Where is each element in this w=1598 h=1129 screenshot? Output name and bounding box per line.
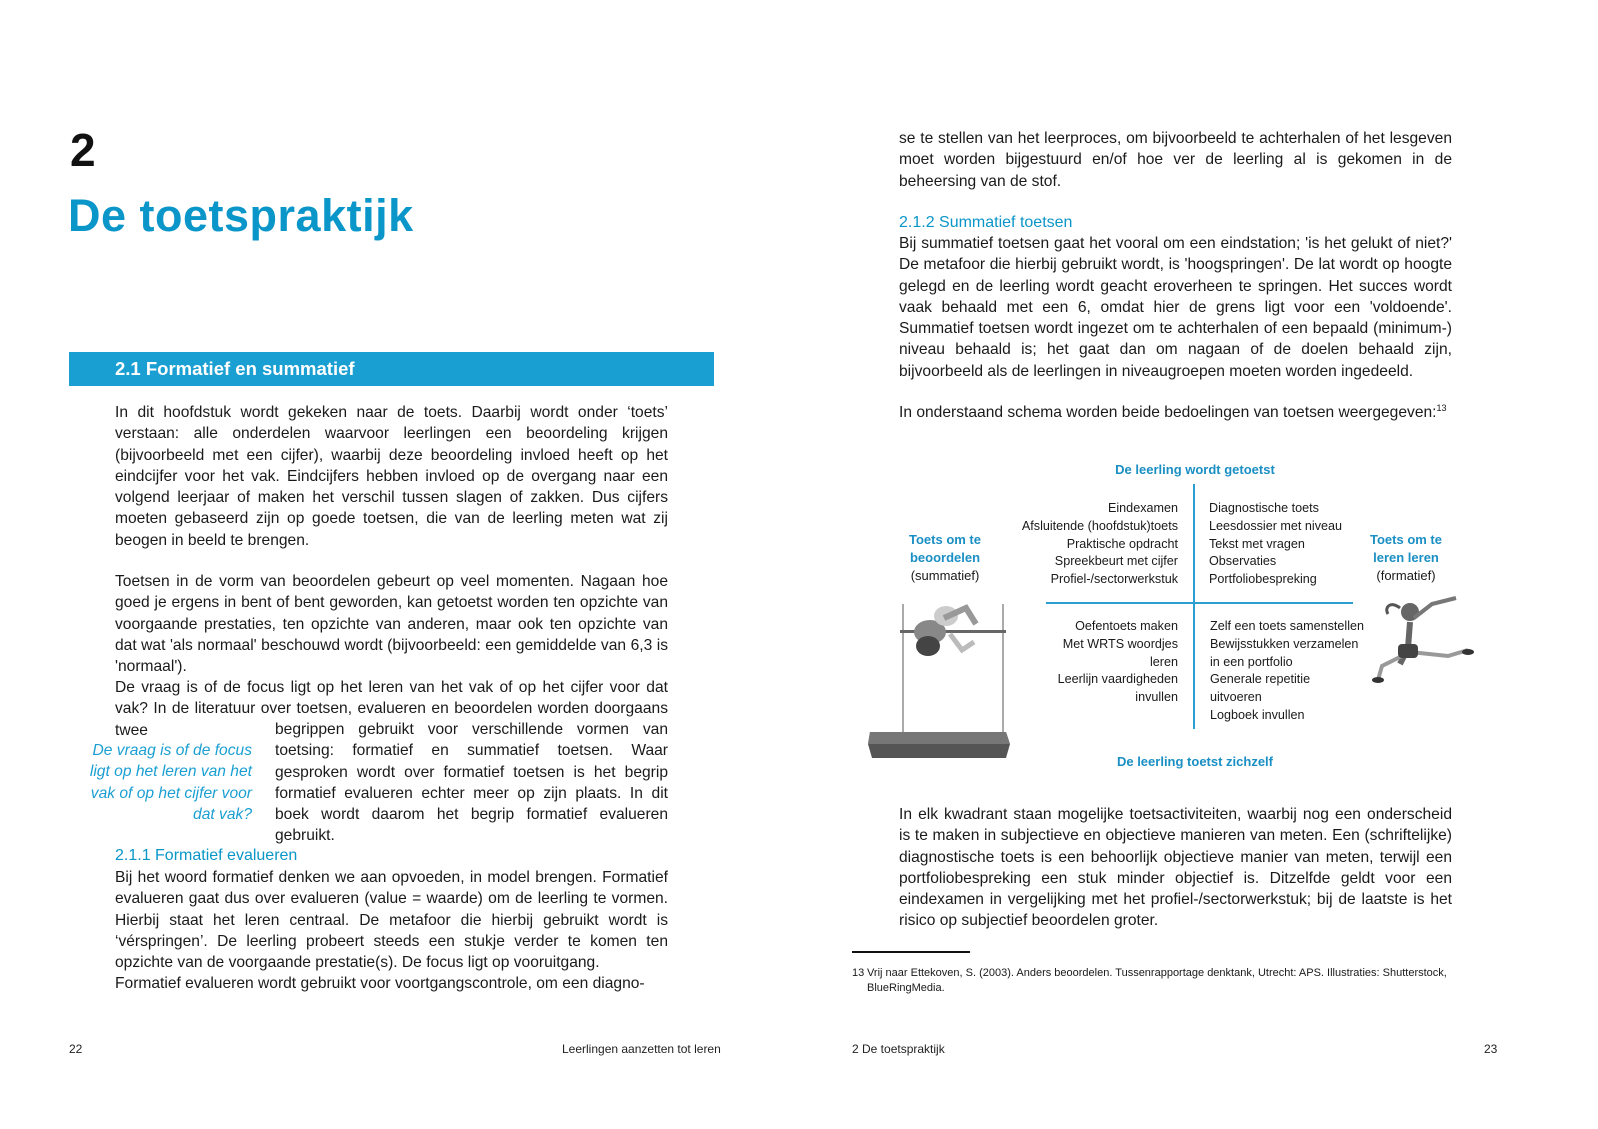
page-number-left: 22 (69, 1042, 83, 1056)
schema-intro-text: In onderstaand schema worden beide bedoelingen van toetsen weergegeven: (899, 404, 1437, 421)
right-label-title: Toets om te leren leren (1370, 532, 1442, 565)
list-item: Observaties (1209, 554, 1277, 569)
quadrant-diagram (860, 462, 1480, 782)
formative-paragraph-end: Formatief evalueren wordt gebruikt voor voortgangscontrole, om een diagno- (115, 975, 645, 992)
quadrant-top-right (1209, 500, 1379, 589)
right-label-subtitle: (formatief) (1376, 568, 1436, 583)
list-item: Logboek invullen (1210, 707, 1305, 722)
pull-quote: De vraag is of de focus ligt op het leren van het vak of op het cijfer voor dat vak? (89, 742, 252, 823)
schema-intro-paragraph (899, 402, 1452, 423)
diagram-left-label (898, 531, 992, 585)
running-title-left: Leerlingen aanzetten tot leren (562, 1042, 721, 1056)
high-jump-illustration (866, 594, 1014, 762)
assessment-paragraph: Toetsen in de vorm van beoordelen gebeurt op veel momenten. Nagaan hoe goed je ergens in bent of bent geworden, kan getoetst worden ten opzichte van voorgaande prestaties, ten opzichte van anderen, maar ook ten opzichte van dat wat 'als normaal' beschouwd wordt (bijvoorbeeld: een gemiddelde van 6,3 is 'normaal'). (115, 573, 668, 676)
long-jump-illustration (1370, 594, 1482, 684)
quadrant-explanation-paragraph: In elk kwadrant staan mogelijke toetsactiviteiten, waarbij nog een onderscheid is te maken in subjectieve en objectieve manieren van meten. Een (schriftelijke) diagnostische toets is een behoorlijk objectieve manier van meten, terwijl een portfoliobespreking een stuk minder objectief is. Ditzelfde geldt voor een eindexamen in vergelijking met het profiel-/sectorwerkstuk; bij de laatste is het risico op subjectief beoordelen groter. (899, 806, 1452, 930)
vertical-axis (1193, 484, 1195, 729)
list-item: Oefentoets maken (1075, 619, 1178, 633)
list-item: Met WRTS woordjes (1062, 636, 1178, 651)
summative-paragraph: Bij summatief toetsen gaat het vooral om een eindstation; 'is het gelukt of niet?' De metafoor die hierbij gebruikt wordt, is 'hoogspringen'. De lat wordt op hoogte gelegd en de leerling wordt geacht eroverheen te springen. Het succes wordt vaak behaald met een 6, omdat hier de grens ligt voor een 'voldoende'. Summatief toetsen wordt ingezet om te achterhalen of een bepaald (minimum-) niveau behaald is; het gaat dan om nagaan of de doelen behaald zijn, bijvoorbeeld als de leerlingen in niveaugroepen moeten worden ingedeeld. (899, 235, 1452, 380)
focus-question-paragraph: De vraag is of de focus ligt op het leren van het vak of op het cijfer voor dat vak? In de literatuur over toetsen, evalueren en beoordelen worden doorgaans twee (115, 679, 668, 739)
formative-paragraph: Bij het woord formatief denken we aan opvoeden, in model brengen. Formatief evalueren gaat dus over evalueren (value = waarde) om de leerling te vormen. Hierbij staat het leren centraal. De metafoor die hierbij gebruikt wordt is ‘vérspringen’. De leerling probeert steeds een stukje verder te komen ten opzichte van de voorgaande prestatie(s). De focus ligt op vooruitgang. (115, 869, 668, 972)
list-item: Leerlijn vaardigheden (1057, 672, 1178, 687)
footnote-text: Vrij naar Ettekoven, S. (2003). Anders beoordelen. Tussenrapportage denktank, Utrecht: APS. Illustraties: Shutterstock, BlueRingMedia. (867, 967, 1447, 994)
horizontal-axis (1046, 602, 1353, 604)
list-item: Diagnostische toets (1209, 501, 1319, 515)
diagram-bottom-label: De leerling toetst zichzelf (1116, 754, 1274, 769)
list-item: Praktische opdracht (1066, 536, 1178, 551)
chapter-number: 2 (70, 124, 96, 176)
subsection-heading-formative: 2.1.1 Formatief evalueren (115, 847, 298, 864)
section-heading-bar (69, 352, 714, 386)
running-title-right: 2 De toetspraktijk (852, 1042, 945, 1056)
page-number-right: 23 (1484, 1042, 1498, 1056)
list-item: Bewijsstukken verzamelen (1210, 636, 1359, 651)
list-item: Afsluitende (hoofdstuk)toets (1021, 518, 1178, 533)
list-item: Portfoliobespreking (1209, 572, 1317, 587)
footnote-reference: 13 (1436, 402, 1447, 413)
list-item: leren (1149, 654, 1178, 669)
list-item: invullen (1135, 690, 1178, 705)
list-item: Generale repetitie (1210, 672, 1311, 687)
list-item: in een portfolio (1210, 654, 1293, 669)
list-item: Leesdossier met niveau (1209, 518, 1343, 533)
list-item: Spreekbeurt met cijfer (1054, 554, 1178, 569)
list-item: Eindexamen (1107, 501, 1178, 515)
section-heading: 2.1 Formatief en summatief (115, 358, 355, 379)
intro-paragraph: In dit hoofdstuk wordt gekeken naar de toets. Daarbij wordt onder ‘toets’ verstaan: alle onderdelen waarvoor leerlingen een beoordeling krijgen (bijvoorbeeld met een cijfer), waarbij deze beoordeling invloed heeft op het eindcijfer voor het vak. Eindcijfers hebben invloed op de overgang naar een volgend leerjaar of maken het verschil tussen slagen of zakken. Dus cijfers moeten gebaseerd zijn op goede toetsen, die van de leerling meten wat zij beogen in beeld te brengen. (115, 404, 668, 549)
left-label-title: Toets om te beoordelen (909, 532, 981, 565)
footnote-number: 13 (852, 967, 865, 979)
subsection-heading-summative: 2.1.2 Summatief toetsen (899, 214, 1073, 231)
quadrant-top-left (980, 500, 1178, 589)
continued-paragraph: se te stellen van het leerproces, om bijvoorbeeld te achterhalen of het lesgeven moet worden bijgestuurd en/of hoe ver de leerling al is gekomen in de beheersing van de stof. (899, 130, 1452, 190)
footnote-divider (852, 951, 970, 953)
list-item: uitvoeren (1210, 690, 1262, 705)
list-item: Zelf een toets samenstellen (1210, 619, 1365, 633)
quadrant-bottom-left (1020, 618, 1178, 707)
concepts-paragraph: begrippen gebruikt voor verschillende vormen van toetsing: formatief en summatief toetsen. Waar gesproken wordt over formatief toetsen is het begrip formatief evalueren echter meer op zijn plaats. In dit boek wordt daarom het begrip formatief evalueren gebruikt. (275, 721, 668, 845)
left-label-subtitle: (summatief) (910, 568, 980, 583)
list-item: Tekst met vragen (1209, 536, 1305, 551)
quadrant-bottom-right (1210, 618, 1375, 725)
chapter-title: De toetspraktijk (68, 190, 414, 241)
list-item: Profiel-/sectorwerkstuk (1050, 572, 1178, 587)
diagram-top-label: De leerling wordt getoetst (1115, 462, 1275, 477)
